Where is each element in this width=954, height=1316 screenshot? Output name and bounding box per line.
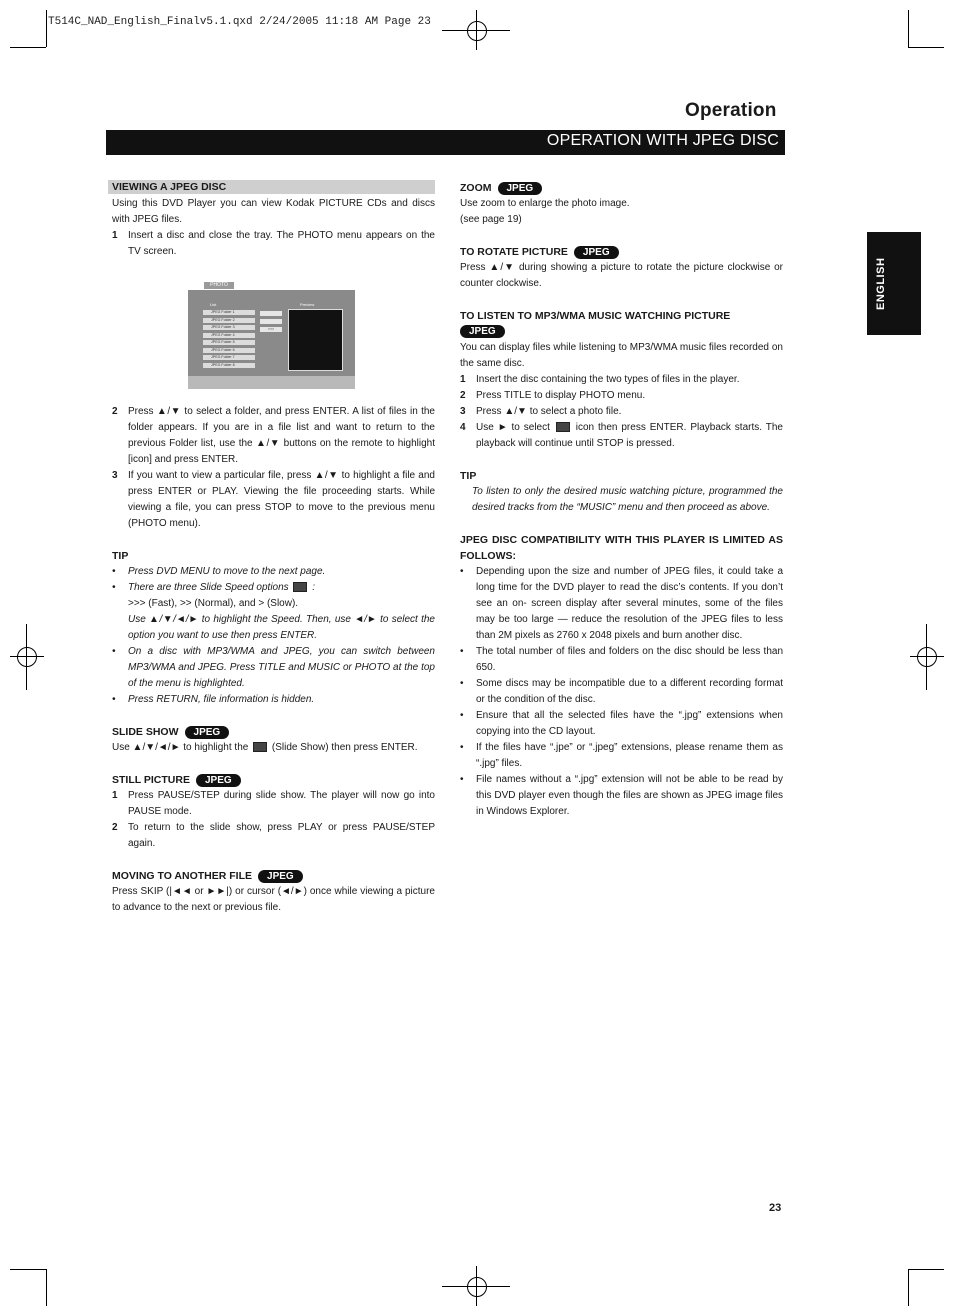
jpeg-badge: JPEG <box>196 774 241 787</box>
crop-mark <box>908 10 909 47</box>
tip-label: TIP <box>460 470 477 482</box>
osd-folder-item[interactable]: JPEG Folder 4 <box>203 333 255 338</box>
viewing-step: 3 If you want to view a particular file, press ▲/▼ to highlight a file and press ENTER or PLAY. Viewing the file proceeding starts. While viewing a file, you can press STOP to move to the previous menu (PHOTO menu). <box>112 470 435 529</box>
jpeg-badge: JPEG <box>185 726 230 739</box>
still-picture-heading: STILL PICTURE JPEG <box>112 772 435 788</box>
left-column-continued <box>112 404 435 916</box>
page-number: 23 <box>769 1202 782 1214</box>
section-title: Operation <box>685 100 777 121</box>
still-picture-step: 1 Press PAUSE/STEP during slide show. The player will now go into PAUSE mode. <box>112 790 435 817</box>
tip-item: Use ▲/▼/◄/► to highlight the Speed. Then, use ◄/► to select the option you want to use then press ENTER. <box>128 614 435 641</box>
slide-show-icon <box>253 742 267 752</box>
osd-preview-pane <box>288 309 343 371</box>
language-tab <box>867 232 921 335</box>
tip-item: • Press DVD MENU to move to the next page. <box>112 566 326 577</box>
title-bar-text: OPERATION WITH JPEG DISC <box>546 132 779 149</box>
compat-item: • Depending upon the size and number of JPEG files, it could take a long time for the DVD player to read the disc’s contents. If you don’t see an on- screen display after several minutes, some of the files may be too large — reduce the resolution of the JPEG files to less than 2M pixels as 2760 x 2048 pixels and burn another disc. <box>460 566 783 641</box>
rotate-text: Press ▲/▼ during showing a picture to rotate the picture clockwise or counter clockwise. <box>460 262 783 289</box>
viewing-heading: VIEWING A JPEG DISC <box>108 180 435 194</box>
tip-text: To listen to only the desired music watching picture, programmed the desired tracks from the “MUSIC” menu and then proceed as above. <box>472 486 783 513</box>
osd-preview-label: Preview <box>300 302 315 307</box>
tip-item: • There are three Slide Speed options : <box>112 582 316 593</box>
crop-mark <box>908 1269 909 1306</box>
osd-photo-tab: PHOTO <box>204 282 234 289</box>
right-column <box>460 180 783 820</box>
listen-step: 4 Use ► to select icon then press ENTER. Playback starts. The playback will continue until STOP is pressed. <box>460 422 783 449</box>
jpeg-badge: JPEG <box>574 246 619 259</box>
compat-item: • If the files have “.jpe” or “.jpeg” extensions, please rename them as “.jpg” files. <box>460 742 783 769</box>
crop-mark <box>10 47 46 48</box>
osd-music-button[interactable] <box>260 319 282 324</box>
viewing-step: 1 Insert a disc and close the tray. The PHOTO menu appears on the TV screen. <box>112 230 435 257</box>
jpeg-badge: JPEG <box>498 182 543 195</box>
osd-slideshow-button[interactable] <box>260 311 282 316</box>
speed-icon <box>293 582 307 592</box>
slide-show-heading: SLIDE SHOW JPEG <box>112 724 435 740</box>
osd-folder-item[interactable]: JPEG Folder 2 <box>203 318 255 323</box>
osd-folder-item[interactable]: JPEG Folder 1 <box>203 310 255 315</box>
listen-step: 2 Press TITLE to display PHOTO menu. <box>460 390 646 401</box>
tip-label: TIP <box>112 550 129 562</box>
moving-text: Press SKIP (|◄◄ or ►►|) or cursor (◄/►) once while viewing a picture to advance to the next or previous file. <box>112 886 435 913</box>
rotate-heading: TO ROTATE PICTURE JPEG <box>460 244 783 260</box>
viewing-step: 2 Press ▲/▼ to select a folder, and press ENTER. A list of files in the folder appears. If you are in a file list and want to return to the previous Folder list, use the ▲/▼ buttons on the remote to highlight [icon] and press ENTER. <box>112 406 435 465</box>
zoom-text: Use zoom to enlarge the photo image. <box>460 198 630 209</box>
jpeg-badge: JPEG <box>258 870 303 883</box>
osd-list-label: List <box>210 302 217 307</box>
compat-item: • Ensure that all the selected files have the “.jpg” extensions when copying into the CD layout. <box>460 710 783 737</box>
compat-heading: JPEG DISC COMPATIBILITY WITH THIS PLAYER IS LIMITED AS FOLLOWS: <box>460 534 783 562</box>
compat-item: • Some discs may be incompatible due to a different recording format or the condition of the disc. <box>460 678 783 705</box>
left-column <box>108 180 435 260</box>
zoom-ref: (see page 19) <box>460 214 522 225</box>
osd-folder-item[interactable]: JPEG Folder 8 <box>203 363 255 368</box>
osd-folder-item[interactable]: JPEG Folder 5 <box>203 340 255 345</box>
slide-show-text: Use ▲/▼/◄/► to highlight the (Slide Show) then press ENTER. <box>112 742 418 753</box>
crop-mark <box>46 1269 47 1306</box>
listen-step: 1 Insert the disc containing the two types of files in the player. <box>460 374 740 385</box>
zoom-heading: ZOOM JPEG <box>460 180 783 196</box>
listen-step: 3 Press ▲/▼ to select a photo file. <box>460 406 622 417</box>
listen-intro: You can display files while listening to MP3/WMA music files recorded on the same disc. <box>460 342 783 369</box>
crop-mark <box>10 1269 46 1270</box>
language-tab-label: ENGLISH <box>875 257 887 310</box>
osd-folder-item[interactable]: JPEG Folder 3 <box>203 325 255 330</box>
osd-folder-item[interactable]: JPEG Folder 6 <box>203 348 255 353</box>
crop-mark <box>908 1269 944 1270</box>
listen-heading: TO LISTEN TO MP3/WMA MUSIC WATCHING PICTURE <box>460 310 731 322</box>
osd-speed-button[interactable]: >>> <box>260 327 282 332</box>
still-picture-step: 2 To return to the slide show, press PLAY or press PAUSE/STEP again. <box>112 822 435 849</box>
crop-mark <box>46 10 47 47</box>
tip-item: • On a disc with MP3/WMA and JPEG, you can switch between MP3/WMA and JPEG. Press TITLE and MUSIC or PHOTO at the top of the menu is highlighted. <box>112 646 435 689</box>
title-bar <box>106 130 785 155</box>
music-photo-icon <box>556 422 570 432</box>
tip-item: >>> (Fast), >> (Normal), and > (Slow). <box>128 598 299 609</box>
osd-folder-item[interactable]: JPEG Folder 7 <box>203 355 255 360</box>
photo-menu-screenshot <box>188 282 355 389</box>
jpeg-badge: JPEG <box>460 325 505 338</box>
compat-item: • The total number of files and folders on the disc should be less than 650. <box>460 646 783 673</box>
compat-item: • File names without a “.jpg” extension will not be able to be read by this DVD player even though the files are shown as JPEG image files in Windows Explorer. <box>460 774 783 817</box>
moving-heading: MOVING TO ANOTHER FILE JPEG <box>112 868 435 884</box>
tip-item: • Press RETURN, file information is hidden. <box>112 694 315 705</box>
print-slug: T514C_NAD_English_Finalv5.1.qxd 2/24/2005 11:18 AM Page 23 <box>48 16 431 28</box>
viewing-intro: Using this DVD Player you can view Kodak PICTURE CDs and discs with JPEG files. <box>112 198 435 225</box>
crop-mark <box>908 47 944 48</box>
